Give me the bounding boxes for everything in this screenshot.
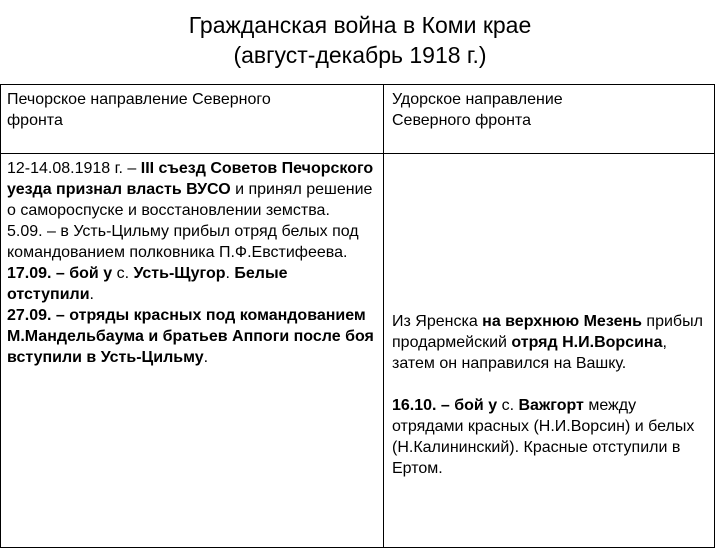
events-table — [0, 84, 715, 548]
event-entry-6: 16.10. – бой у с. Важгорт между отрядами красных (Н.И.Ворсин) и белых (Н.Калининский). Красные отступили в Ертом. — [392, 397, 695, 477]
pechora-events-cell — [1, 154, 384, 548]
event-entry-3: 17.09. – бой у с. Усть-Щугор. Белые отступили. — [7, 265, 288, 303]
table-header-row — [1, 85, 715, 154]
table-body-row — [1, 154, 715, 548]
title-line-1: Гражданская война в Коми крае — [188, 12, 532, 38]
header-pechora-line2: фронта — [7, 112, 63, 129]
title-line-2: (август-декабрь 1918 г.) — [233, 42, 487, 68]
header-udora — [384, 85, 715, 154]
header-pechora — [1, 85, 384, 154]
event-entry-1: 12-14.08.1918 г. – III съезд Советов Печорского уезда признал власть ВУСО и принял решение о самороспуске и восстановлении земства. — [7, 160, 374, 219]
event-entry-5: Из Яренска на верхнюю Мезень прибыл продармейский отряд Н.И.Ворсина, затем он направился на Вашку. — [392, 313, 703, 372]
page-title — [0, 10, 720, 70]
header-pechora-line1: Печорское направление Северного — [7, 91, 271, 108]
event-entry-4: 27.09. – отряды красных под командованием М.Мандельбаума и братьев Аппоги после боя вступили в Усть-Цильму. — [7, 307, 374, 366]
header-udora-line2: Северного фронта — [392, 112, 531, 129]
event-entry-2: 5.09. – в Усть-Цильму прибыл отряд белых под командованием полковника П.Ф.Евстифеева. — [7, 223, 359, 261]
header-udora-line1: Удорское направление — [392, 91, 563, 108]
udora-events-cell — [384, 154, 715, 548]
